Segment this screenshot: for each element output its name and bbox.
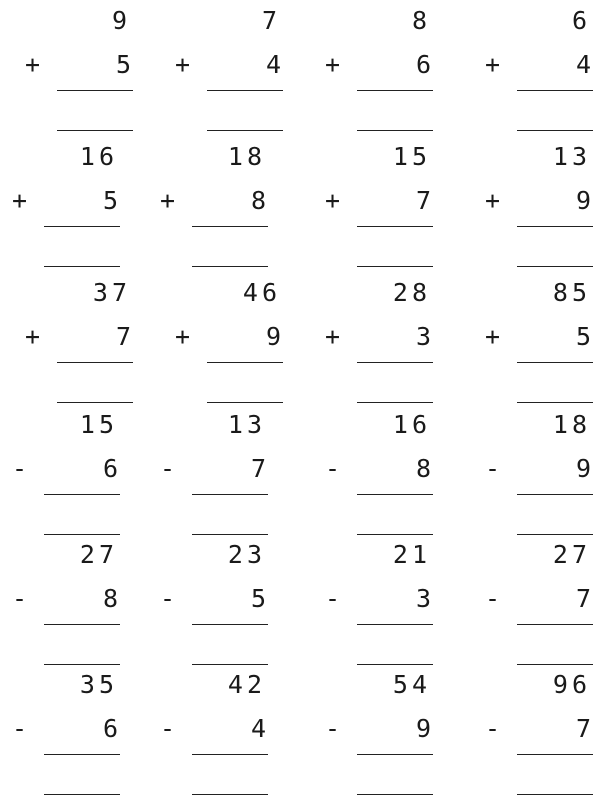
sum-line xyxy=(192,754,268,755)
answer-line[interactable] xyxy=(517,664,593,665)
sum-line xyxy=(517,754,593,755)
problem-operator: + xyxy=(325,186,341,215)
sum-line xyxy=(207,362,283,363)
problem-top-number: 16 xyxy=(79,142,118,171)
problem-top-number: 96 xyxy=(552,670,591,699)
problem-top-number: 15 xyxy=(392,142,431,171)
problem-18 xyxy=(160,538,290,670)
sum-line xyxy=(44,754,120,755)
problem-top-number: 35 xyxy=(79,670,118,699)
problem-4 xyxy=(485,4,615,136)
answer-line[interactable] xyxy=(517,402,593,403)
problem-3 xyxy=(325,4,455,136)
sum-line xyxy=(44,226,120,227)
problem-operator: - xyxy=(160,454,176,483)
problem-11 xyxy=(325,276,455,408)
problem-8 xyxy=(485,140,615,272)
sum-line xyxy=(192,226,268,227)
answer-line[interactable] xyxy=(57,130,133,131)
problem-bottom-number: 5 xyxy=(102,186,118,215)
problem-operator: + xyxy=(325,50,341,79)
problem-operator: - xyxy=(325,584,341,613)
problem-bottom-number: 3 xyxy=(415,322,431,351)
answer-line[interactable] xyxy=(517,794,593,795)
problem-bottom-number: 7 xyxy=(575,714,591,743)
problem-bottom-number: 6 xyxy=(102,454,118,483)
problem-24 xyxy=(485,668,615,800)
answer-line[interactable] xyxy=(357,534,433,535)
problem-top-number: 18 xyxy=(552,410,591,439)
answer-line[interactable] xyxy=(357,794,433,795)
answer-line[interactable] xyxy=(207,130,283,131)
problem-bottom-number: 5 xyxy=(575,322,591,351)
problem-top-number: 13 xyxy=(227,410,266,439)
problem-top-number: 9 xyxy=(111,6,131,35)
sum-line xyxy=(357,624,433,625)
problem-bottom-number: 7 xyxy=(415,186,431,215)
problem-operator: + xyxy=(160,186,176,215)
answer-line[interactable] xyxy=(517,130,593,131)
problem-20 xyxy=(485,538,615,670)
problem-top-number: 42 xyxy=(227,670,266,699)
problem-top-number: 27 xyxy=(552,540,591,569)
problem-operator: + xyxy=(325,322,341,351)
problem-top-number: 6 xyxy=(571,6,591,35)
answer-line[interactable] xyxy=(44,664,120,665)
problem-operator: - xyxy=(485,584,501,613)
answer-line[interactable] xyxy=(517,534,593,535)
sum-line xyxy=(517,226,593,227)
problem-16 xyxy=(485,408,615,540)
answer-line[interactable] xyxy=(192,266,268,267)
sum-line xyxy=(357,754,433,755)
problem-bottom-number: 9 xyxy=(415,714,431,743)
problem-bottom-number: 7 xyxy=(250,454,266,483)
problem-bottom-number: 4 xyxy=(265,50,281,79)
sum-line xyxy=(57,362,133,363)
problem-operator: - xyxy=(12,454,28,483)
problem-22 xyxy=(160,668,290,800)
problem-operator: - xyxy=(160,584,176,613)
problem-top-number: 27 xyxy=(79,540,118,569)
problem-operator: - xyxy=(12,584,28,613)
problem-operator: - xyxy=(485,454,501,483)
problem-bottom-number: 7 xyxy=(115,322,131,351)
problem-top-number: 85 xyxy=(552,278,591,307)
problem-bottom-number: 8 xyxy=(250,186,266,215)
problem-top-number: 54 xyxy=(392,670,431,699)
problem-operator: - xyxy=(160,714,176,743)
problem-1 xyxy=(25,4,155,136)
problem-operator: - xyxy=(325,454,341,483)
problem-operator: - xyxy=(12,714,28,743)
answer-line[interactable] xyxy=(357,266,433,267)
problem-operator: + xyxy=(25,50,41,79)
problem-bottom-number: 4 xyxy=(575,50,591,79)
problem-bottom-number: 9 xyxy=(265,322,281,351)
problem-2 xyxy=(175,4,305,136)
problem-top-number: 7 xyxy=(261,6,281,35)
problem-operator: + xyxy=(485,186,501,215)
problem-bottom-number: 5 xyxy=(115,50,131,79)
answer-line[interactable] xyxy=(192,534,268,535)
problem-7 xyxy=(325,140,455,272)
problem-top-number: 15 xyxy=(79,410,118,439)
problem-bottom-number: 9 xyxy=(575,186,591,215)
problem-top-number: 21 xyxy=(392,540,431,569)
sum-line xyxy=(44,624,120,625)
problem-5 xyxy=(12,140,142,272)
problem-12 xyxy=(485,276,615,408)
problem-bottom-number: 6 xyxy=(415,50,431,79)
problem-13 xyxy=(12,408,142,540)
problem-bottom-number: 5 xyxy=(250,584,266,613)
sum-line xyxy=(57,90,133,91)
problem-top-number: 37 xyxy=(92,278,131,307)
answer-line[interactable] xyxy=(192,794,268,795)
problem-operator: + xyxy=(485,50,501,79)
answer-line[interactable] xyxy=(57,402,133,403)
problem-bottom-number: 6 xyxy=(102,714,118,743)
problem-top-number: 16 xyxy=(392,410,431,439)
problem-23 xyxy=(325,668,455,800)
problem-operator: + xyxy=(175,322,191,351)
problem-operator: + xyxy=(175,50,191,79)
problem-bottom-number: 3 xyxy=(415,584,431,613)
sum-line xyxy=(192,494,268,495)
problem-6 xyxy=(160,140,290,272)
problem-19 xyxy=(325,538,455,670)
problem-operator: + xyxy=(485,322,501,351)
problem-bottom-number: 8 xyxy=(102,584,118,613)
sum-line xyxy=(207,90,283,91)
problem-15 xyxy=(325,408,455,540)
problem-10 xyxy=(175,276,305,408)
answer-line[interactable] xyxy=(357,402,433,403)
problem-top-number: 13 xyxy=(552,142,591,171)
problem-21 xyxy=(12,668,142,800)
problem-operator: - xyxy=(485,714,501,743)
sum-line xyxy=(357,90,433,91)
sum-line xyxy=(357,494,433,495)
problem-top-number: 46 xyxy=(242,278,281,307)
problem-top-number: 8 xyxy=(411,6,431,35)
problem-bottom-number: 8 xyxy=(415,454,431,483)
sum-line xyxy=(517,624,593,625)
problem-operator: + xyxy=(12,186,28,215)
problem-top-number: 18 xyxy=(227,142,266,171)
problem-17 xyxy=(12,538,142,670)
problem-9 xyxy=(25,276,155,408)
sum-line xyxy=(44,494,120,495)
problem-operator: + xyxy=(25,322,41,351)
problem-operator: - xyxy=(325,714,341,743)
answer-line[interactable] xyxy=(207,402,283,403)
answer-line[interactable] xyxy=(192,664,268,665)
sum-line xyxy=(517,362,593,363)
problem-top-number: 23 xyxy=(227,540,266,569)
problem-top-number: 28 xyxy=(392,278,431,307)
answer-line[interactable] xyxy=(44,266,120,267)
problem-bottom-number: 4 xyxy=(250,714,266,743)
answer-line[interactable] xyxy=(517,266,593,267)
sum-line xyxy=(517,494,593,495)
sum-line xyxy=(517,90,593,91)
answer-line[interactable] xyxy=(357,130,433,131)
problem-bottom-number: 9 xyxy=(575,454,591,483)
problem-bottom-number: 7 xyxy=(575,584,591,613)
sum-line xyxy=(357,362,433,363)
answer-line[interactable] xyxy=(357,664,433,665)
problem-14 xyxy=(160,408,290,540)
sum-line xyxy=(357,226,433,227)
sum-line xyxy=(192,624,268,625)
answer-line[interactable] xyxy=(44,794,120,795)
answer-line[interactable] xyxy=(44,534,120,535)
